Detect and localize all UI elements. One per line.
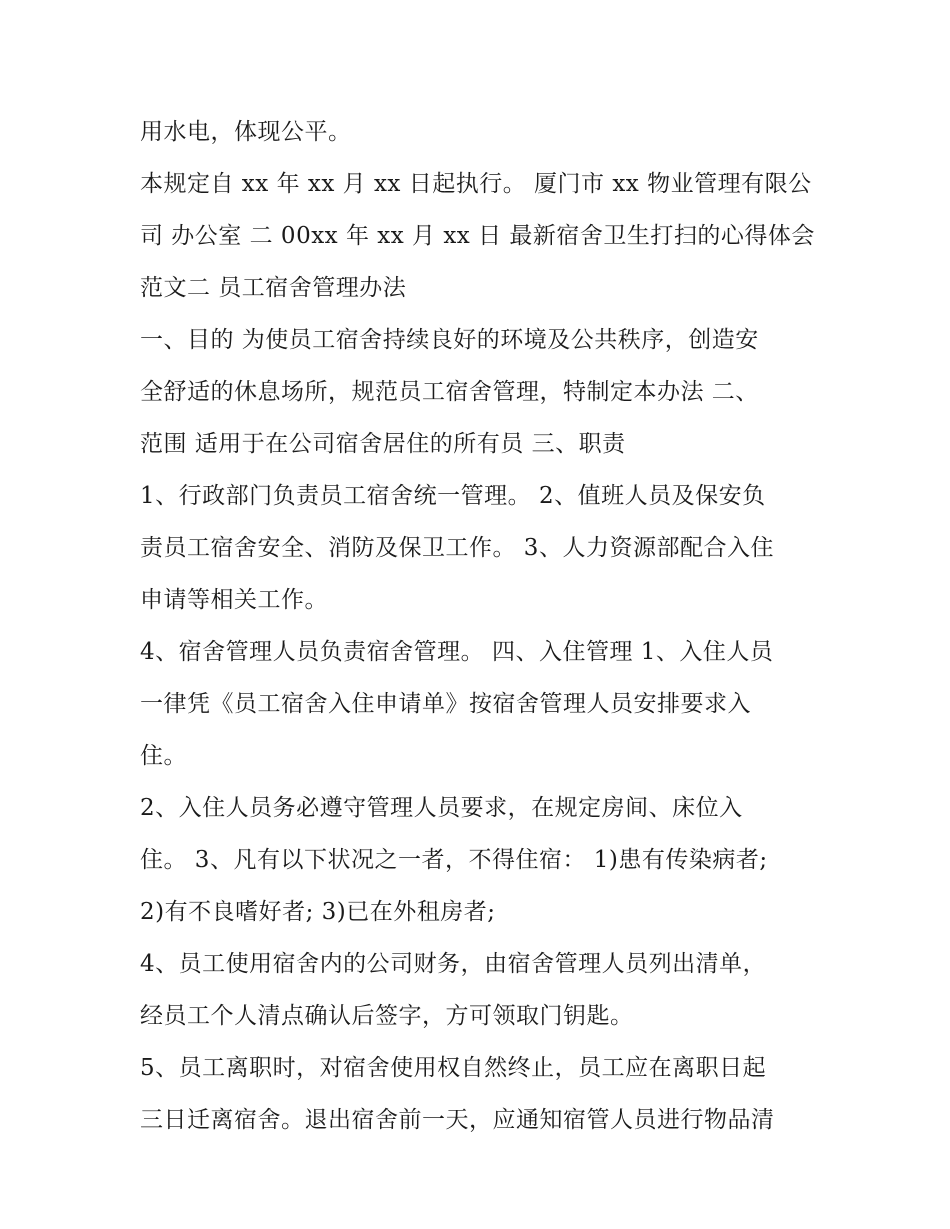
text-line: 2)有不良嗜好者; 3)已在外租房者;	[140, 899, 496, 925]
text-line: 一律凭《员工宿舍入住申请单》按宿舍管理人员安排要求入	[140, 691, 751, 717]
text-line: 住。	[140, 743, 187, 769]
text-line: 1、行政部门负责员工宿舍统一管理。 2、值班人员及保安负	[140, 483, 766, 509]
text-line: 2、入住人员务必遵守管理人员要求，在规定房间、床位入	[140, 795, 743, 821]
text-line: 住。 3、凡有以下状况之一者，不得住宿： 1)患有传染病者;	[140, 847, 768, 873]
document-body	[140, 106, 820, 1146]
text-line: 本规定自 xx 年 xx 月 xx 日起执行。 厦门市 xx 物业管理有限公	[140, 171, 812, 197]
text-line: 范文二 员工宿舍管理办法	[140, 275, 407, 301]
text-line: 申请等相关工作。	[140, 587, 328, 613]
text-line: 4、员工使用宿舍内的公司财务，由宿舍管理人员列出清单，	[140, 951, 767, 977]
text-line: 全舒适的休息场所，规范员工宿舍管理，特制定本办法 二、	[140, 379, 759, 405]
text-line: 责员工宿舍安全、消防及保卫工作。 3、人力资源部配合入住	[140, 535, 774, 561]
text-line: 用水电，体现公平。	[140, 119, 352, 145]
text-line: 三日迁离宿舍。退出宿舍前一天，应通知宿管人员进行物品清	[140, 1107, 775, 1133]
text-line: 司 办公室 二 00xx 年 xx 月 xx 日 最新宿舍卫生打扫的心得体会	[140, 223, 815, 249]
text-line: 范围 适用于在公司宿舍居住的所有员 三、职责	[140, 431, 626, 457]
text-line: 4、宿舍管理人员负责宿舍管理。 四、入住管理 1、入住人员	[140, 639, 774, 665]
text-line: 5、员工离职时，对宿舍使用权自然终止，员工应在离职日起	[140, 1055, 767, 1081]
text-line: 经员工个人清点确认后签字，方可领取门钥匙。	[140, 1003, 634, 1029]
text-line: 一、目的 为使员工宿舍持续良好的环境及公共秩序，创造安	[140, 327, 759, 353]
